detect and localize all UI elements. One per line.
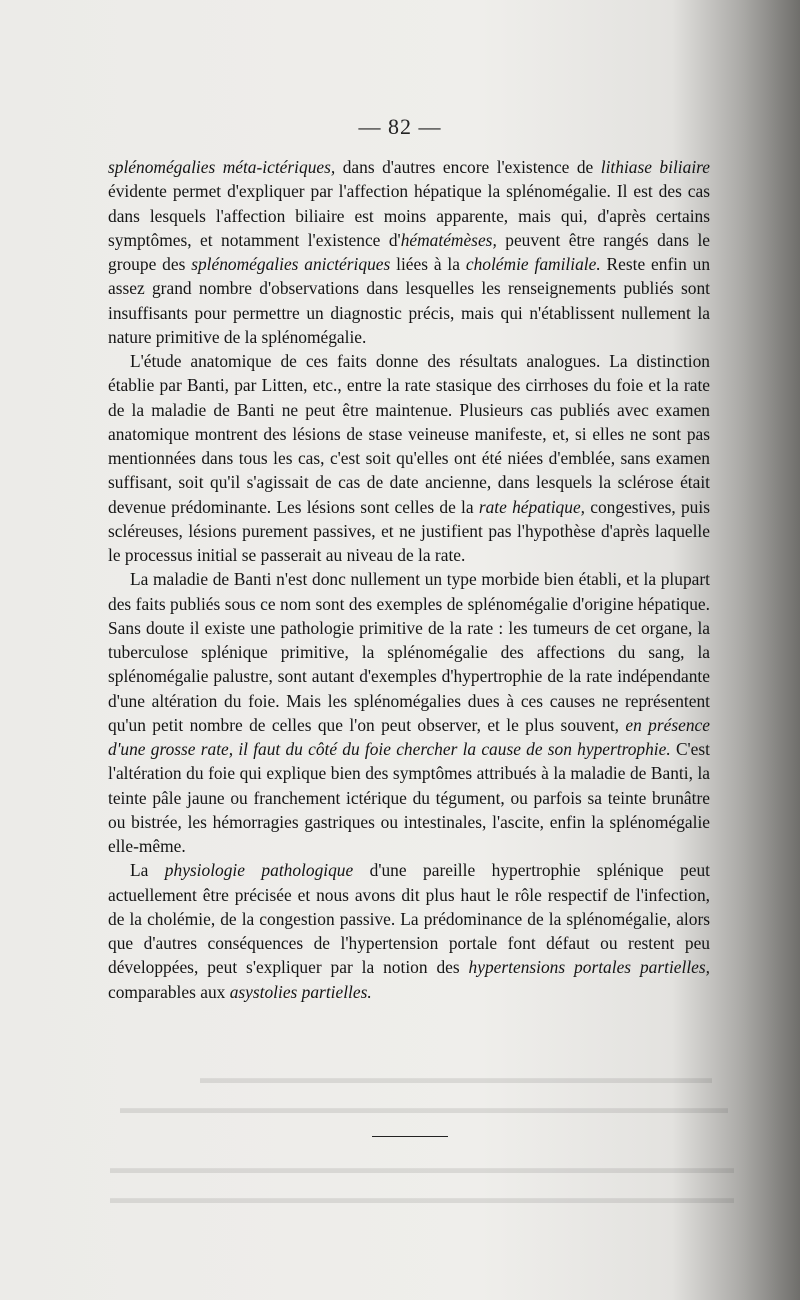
text-run: dans d'autres encore l'existence de bbox=[335, 157, 601, 177]
text-run: comparables aux bbox=[108, 981, 230, 1002]
bleed-through-shadow: ▬▬▬▬▬▬▬▬▬▬▬▬▬▬▬▬▬▬▬▬▬▬▬▬▬▬▬▬▬▬▬▬▬▬▬▬▬▬▬ bbox=[110, 1190, 734, 1207]
text-run: La maladie de Banti n'est donc nullement un type morbide bien établi, et la plupart des faits publiés sous ce nom sont des exemples de splénomégalie d'origine hépatique. Sans doute il existe une pathologie primitive de la rate : les tumeurs de cet organe, la tuberculose splénique primitive, la splénomégalie des affections du sang, la splénomégalie palustre, sont autant d'exemples d'hypertrophie de la rate indépendante d'une altération du foie. Mais les splénomégalies dues à ces causes ne représentent qu'un petit nombre de celles que l'on peut observer, et le plus souvent, bbox=[108, 569, 710, 735]
text-run: L'étude anatomique de ces faits donne des résultats analogues. La distinction établie par Banti, par Litten, etc., entre la rate stasique des cirrhoses du foie et la rate de la maladie de Banti ne peut être maintenue. Plusieurs cas publiés avec examen anatomique montrent des lésions de stase veineuse manifeste, et, si elles ne sont pas mentionnées dans tous les cas, c'est soit qu'elles ont été niées d'emblée, sans examen suffisant, soit qu'il s'agissait de cas de date ancienne, dans lesquels la sclérose était devenue prédominante. Les lésions sont celles de la bbox=[108, 351, 710, 517]
italic-text: splénomégalies anictériques bbox=[191, 254, 391, 274]
paragraph bbox=[108, 349, 710, 567]
text-run: C'est l'altération du foie qui explique bien des symptômes attribués à la maladie de Banti, la teinte pâle jaune ou franchement ictérique du tégument, ou parfois sa teinte brunâtre ou bistrée, les hémorragies gastriques ou intestinales, l'ascite, enfin la splénomégalie elle-même. bbox=[108, 739, 710, 856]
bleed-through-shadow: ▬▬▬▬▬▬▬▬▬▬▬▬▬▬▬▬▬▬▬▬▬▬▬▬▬▬▬▬▬▬▬▬▬▬▬▬▬▬▬ bbox=[110, 1160, 734, 1177]
text-run: Reste enfin un assez grand nombre d'observations dans lesquelles les renseignements publiés sont insuffisants pour permettre un diagnostic précis, mais qui n'établissent nullement la nature primitive de la splénomégalie. bbox=[108, 254, 711, 347]
body-text bbox=[108, 155, 710, 1004]
text-run: d'une pareille hypertrophie splénique peut actuellement être précisée et nous avons dit plus haut le rôle respectif de l'infection, de la cholémie, de la congestion passive. La prédominance de la splénomégalie, alors que d'autres conséquences de l'hypertension portale font défaut ou restent peu développées, peut s'expliquer par la notion des bbox=[108, 860, 710, 978]
italic-text: cholémie familiale. bbox=[465, 254, 601, 274]
paragraph bbox=[108, 567, 710, 858]
italic-text: lithiase biliaire bbox=[600, 157, 710, 177]
italic-text: physiologie pathologique bbox=[164, 860, 354, 881]
text-run: peuvent être rangés dans le groupe des bbox=[108, 229, 710, 274]
bleed-through-shadow: ▬▬▬▬▬▬▬▬▬▬▬▬▬▬▬▬▬▬▬▬▬▬▬▬▬▬▬▬▬▬▬▬▬▬▬▬▬▬ bbox=[120, 1100, 728, 1117]
bleed-through-shadow: ▬▬▬▬▬▬▬▬▬▬▬▬▬▬▬▬▬▬▬▬▬▬▬▬▬▬▬▬▬▬▬▬ bbox=[200, 1070, 712, 1087]
italic-text: rate hépatique, bbox=[478, 496, 586, 517]
page-number: — 82 — bbox=[358, 114, 442, 139]
text-run: liées à la bbox=[390, 254, 466, 274]
text-run: évidente permet d'expliquer par l'affection hépatique la splénomégalie. Il est des cas dans lesquels l'affection biliaire est moins apparente, mais qui, d'après certains symptômes, et notamment l'existence d' bbox=[108, 181, 710, 250]
text-run: congestives, puis scléreuses, lésions purement passives, et ne justifient pas l'hypothèse d'après laquelle le processus initial se passerait au niveau de la rate. bbox=[108, 496, 710, 565]
italic-text: en présence d'une grosse rate, il faut du côté du foie chercher la cause de son hypertrophie. bbox=[108, 714, 710, 759]
italic-text: splénomégalies méta-ictériques, bbox=[108, 157, 336, 177]
end-rule bbox=[372, 1136, 448, 1137]
italic-text: hématémèses, bbox=[400, 229, 497, 250]
paragraph bbox=[108, 858, 710, 1004]
italic-text: hypertensions portales partielles, bbox=[468, 957, 710, 978]
paragraph bbox=[108, 155, 710, 349]
italic-text: asystolies partielles. bbox=[229, 981, 372, 1002]
text-run: La bbox=[130, 860, 165, 881]
